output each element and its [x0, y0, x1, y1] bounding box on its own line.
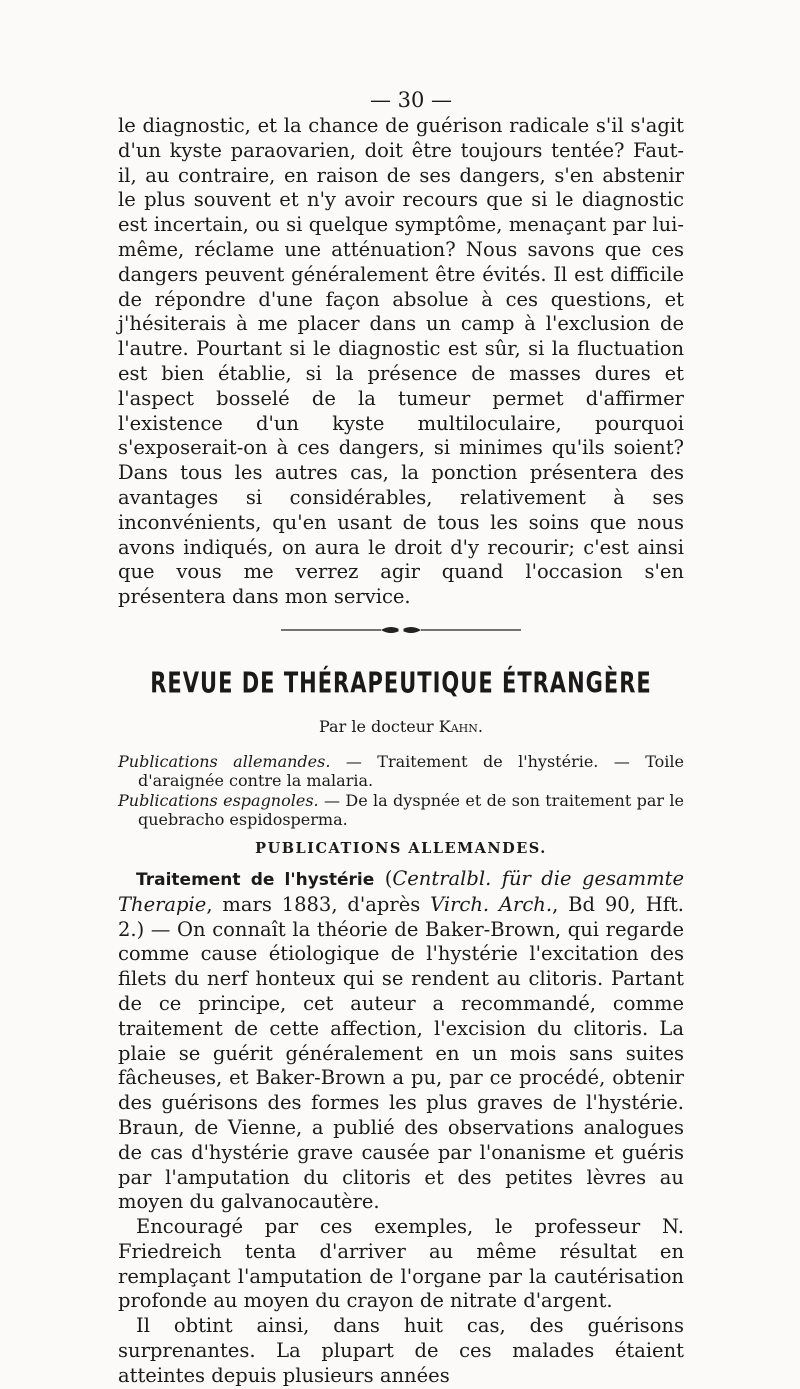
toc-entry — [118, 791, 684, 830]
article-paragraph-2: Encouragé par ces exemples, le professeur N. Friedreich tenta d'arriver au même résultat en remplaçant l'amputation de l'organe par la cautérisation profonde au moyen du crayon de nitrate d'argent. — [118, 1215, 684, 1313]
page — [118, 86, 684, 1389]
citation-journal: Centralbl. für die gesammte Therapie — [118, 866, 684, 916]
byline-prefix: Par le docteur — [319, 716, 434, 736]
ornament-divider — [281, 623, 521, 637]
byline-author: Kahn. — [438, 716, 483, 736]
toc-entry — [118, 752, 684, 791]
article-body: — On connaît la théorie de Baker-Brown, qui regarde comme cause étiologique de l'hystérie l'excitation des filets du nerf honteux qui se rendent au clitoris. Partant de ce principe, cet auteur a recommandé, comme traitement de cette affection, l'excision du clitoris. La plaie se guérit généralement en un mois sans suites fâcheuses, et Baker-Brown a pu, par ce procédé, obtenir des guérisons des formes les plus graves de l'hystérie. Braun, de Vienne, a publié des observations analogues de cas d'hystérie grave causée par l'onanisme et guéris par l'amputation du clitoris et des petites lèvres au moyen du galvanocautère. — [118, 917, 684, 1214]
body-paragraph: le diagnostic, et la chance de guérison radicale s'il s'agit d'un kyste paraovarien, doit être toujours tentée? Faut-il, au contraire, en raison de ses dangers, s'en abstenir le plus souvent et n'y avoir recours que si le diagnostic est incertain, ou si quelque symptôme, menaçant par lui-même, réclame une atténuation? Nous savons que ces dangers peuvent généralement être évités. Il est difficile de répondre d'une façon absolue à ces questions, et j'hésiterais à me placer dans un camp à l'exclusion de l'autre. Pourtant si le diagnostic est sûr, si la fluctuation est bien établie, si la présence de masses dures et l'aspect bosselé de la tumeur permet d'affirmer l'existence d'un kyste multiloculaire, pourquoi s'exposerait-on à ces dangers, si minimes qu'ils soient? Dans tous les autres cas, la ponction présentera des avantages si considérables, relativement à ses inconvénients, qu'en usant de tous les soins que nous avons indiqués, on aura le droit d'y recourir; c'est ainsi que vous me verrez agir quand l'occasion s'en présentera dans mon service. — [118, 114, 684, 609]
subsection-title: PUBLICATIONS ALLEMANDES. — [255, 839, 547, 857]
toc-text: — Traitement de l'hystérie. — Toile d'araignée contre la malaria. — [138, 751, 685, 791]
article-heading: Traitement de l'hystérie — [136, 869, 375, 890]
section-title: REVUE DE THÉRAPEUTIQUE ÉTRANGÈRE — [150, 666, 652, 700]
citation-source: Virch. Arch. — [430, 892, 553, 916]
toc-label: Publications allemandes. — [118, 751, 331, 771]
citation-close: , Bd 90, Hft. 2.) — [118, 892, 684, 941]
table-of-contents — [118, 752, 684, 830]
citation-mid: , mars 1883, d'après — [206, 892, 431, 916]
byline — [118, 717, 684, 736]
page-number: — 30 — — [369, 88, 453, 112]
toc-label: Publications espagnoles. — [118, 790, 319, 810]
article-paragraph — [118, 867, 684, 1215]
citation-open: ( — [374, 866, 393, 890]
article-paragraph-3: Il obtint ainsi, dans huit cas, des guérisons surprenantes. La plupart de ces malades étaient atteintes depuis plusieurs années — [118, 1314, 684, 1387]
toc-text: — De la dyspnée et de son traitement par le quebracho espidosperma. — [138, 790, 684, 830]
